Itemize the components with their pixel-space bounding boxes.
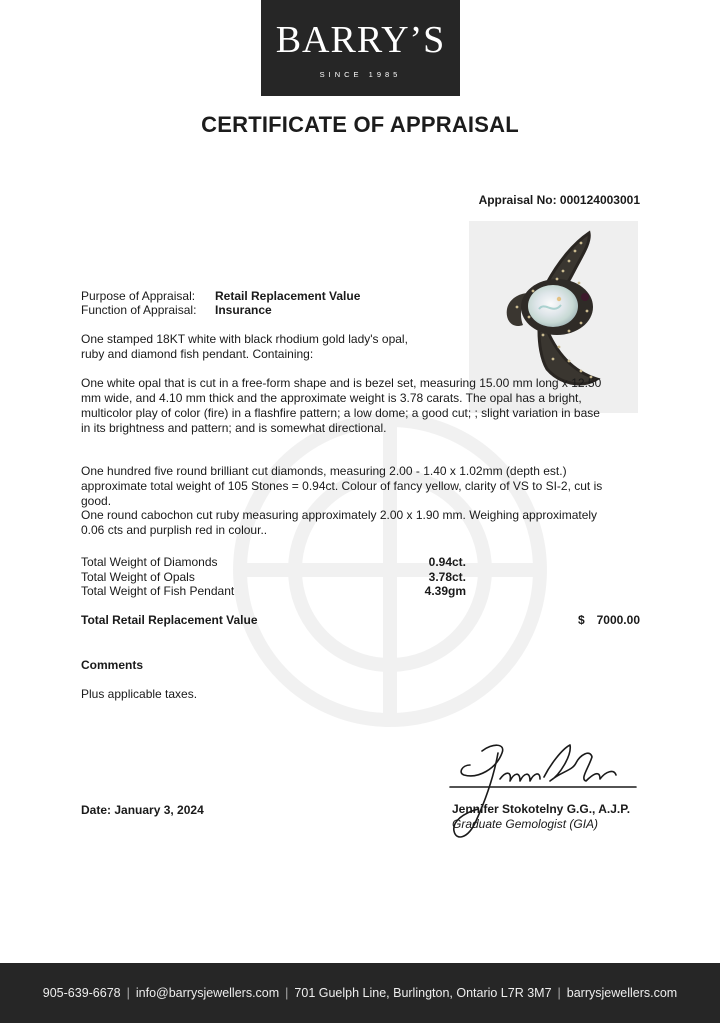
footer-email[interactable]: info@barrysjewellers.com: [135, 986, 280, 1000]
comments-text: Plus applicable taxes.: [81, 687, 198, 701]
footer-address: 701 Guelph Line, Burlington, Ontario L7R 3M7: [294, 986, 552, 1000]
footer-separator: |: [557, 986, 561, 1000]
description-intro: One stamped 18KT white with black rhodium gold lady's opal, ruby and diamond fish pendant. Containing:: [81, 332, 408, 361]
description-diamonds: One hundred five round brilliant cut diamonds, measuring 2.00 - 1.40 x 1.02mm (depth est.) approximate total weight of 105 Stones = 0.94ct. Colour of fancy yellow, clarity of VS to SI-2, cut is good.: [81, 464, 603, 508]
brand-name: BARRY’S: [275, 19, 446, 61]
footer-separator: |: [126, 986, 130, 1000]
weight-diamonds-label: Total Weight of Diamonds: [81, 555, 218, 569]
purpose-label: Purpose of Appraisal:: [81, 289, 196, 303]
comments-heading: Comments: [81, 658, 144, 672]
watermark-emblem-icon: [160, 380, 620, 760]
total-value-currency: $: [578, 613, 585, 627]
weight-opals-value: 3.78ct.: [428, 570, 466, 584]
description-ruby: One round cabochon cut ruby measuring approximately 2.00 x 1.90 mm. Weighing approximately 0.06 cts and purplish red in colour..: [81, 508, 598, 537]
footer-separator: |: [285, 986, 289, 1000]
weight-diamonds-value: 0.94ct.: [428, 555, 466, 569]
function-value: Insurance: [215, 303, 272, 317]
appraiser-title: Graduate Gemologist (GIA): [452, 817, 599, 831]
purpose-value: Retail Replacement Value: [215, 289, 361, 303]
brand-logo: [261, 0, 460, 96]
total-value-label: Total Retail Replacement Value: [81, 613, 258, 627]
weight-pendant-value: 4.39gm: [424, 584, 466, 598]
function-label: Function of Appraisal:: [81, 303, 197, 317]
appraisal-number: Appraisal No: 000124003001: [478, 193, 640, 207]
brand-tagline: SINCE 1985: [319, 70, 402, 79]
footer-bar: [0, 963, 720, 1023]
footer-website[interactable]: barrysjewellers.com: [566, 986, 678, 1000]
footer-phone[interactable]: 905-639-6678: [42, 986, 121, 1000]
appraisal-date: Date: January 3, 2024: [81, 803, 204, 817]
certificate-title: CERTIFICATE OF APPRAISAL: [201, 112, 519, 137]
total-value-amount: 7000.00: [596, 613, 640, 627]
description-opal: One white opal that is cut in a free-form shape and is bezel set, measuring 15.00 mm long x 12.50 mm wide, and 4.10 mm thick and the approximate weight is 3.78 carats. The opal has a bright, multicolor play of color (fire) in a flashfire pattern; a low dome; a good cut; ; slight variation in base in its brightness and pattern; and is somewhat directional.: [81, 376, 602, 435]
weight-opals-label: Total Weight of Opals: [81, 570, 195, 584]
appraiser-name: Jennifer Stokotelny G.G., A.J.P.: [452, 802, 631, 816]
function-row: [81, 303, 272, 317]
weight-pendant-label: Total Weight of Fish Pendant: [81, 584, 235, 598]
purpose-row: [81, 289, 360, 303]
